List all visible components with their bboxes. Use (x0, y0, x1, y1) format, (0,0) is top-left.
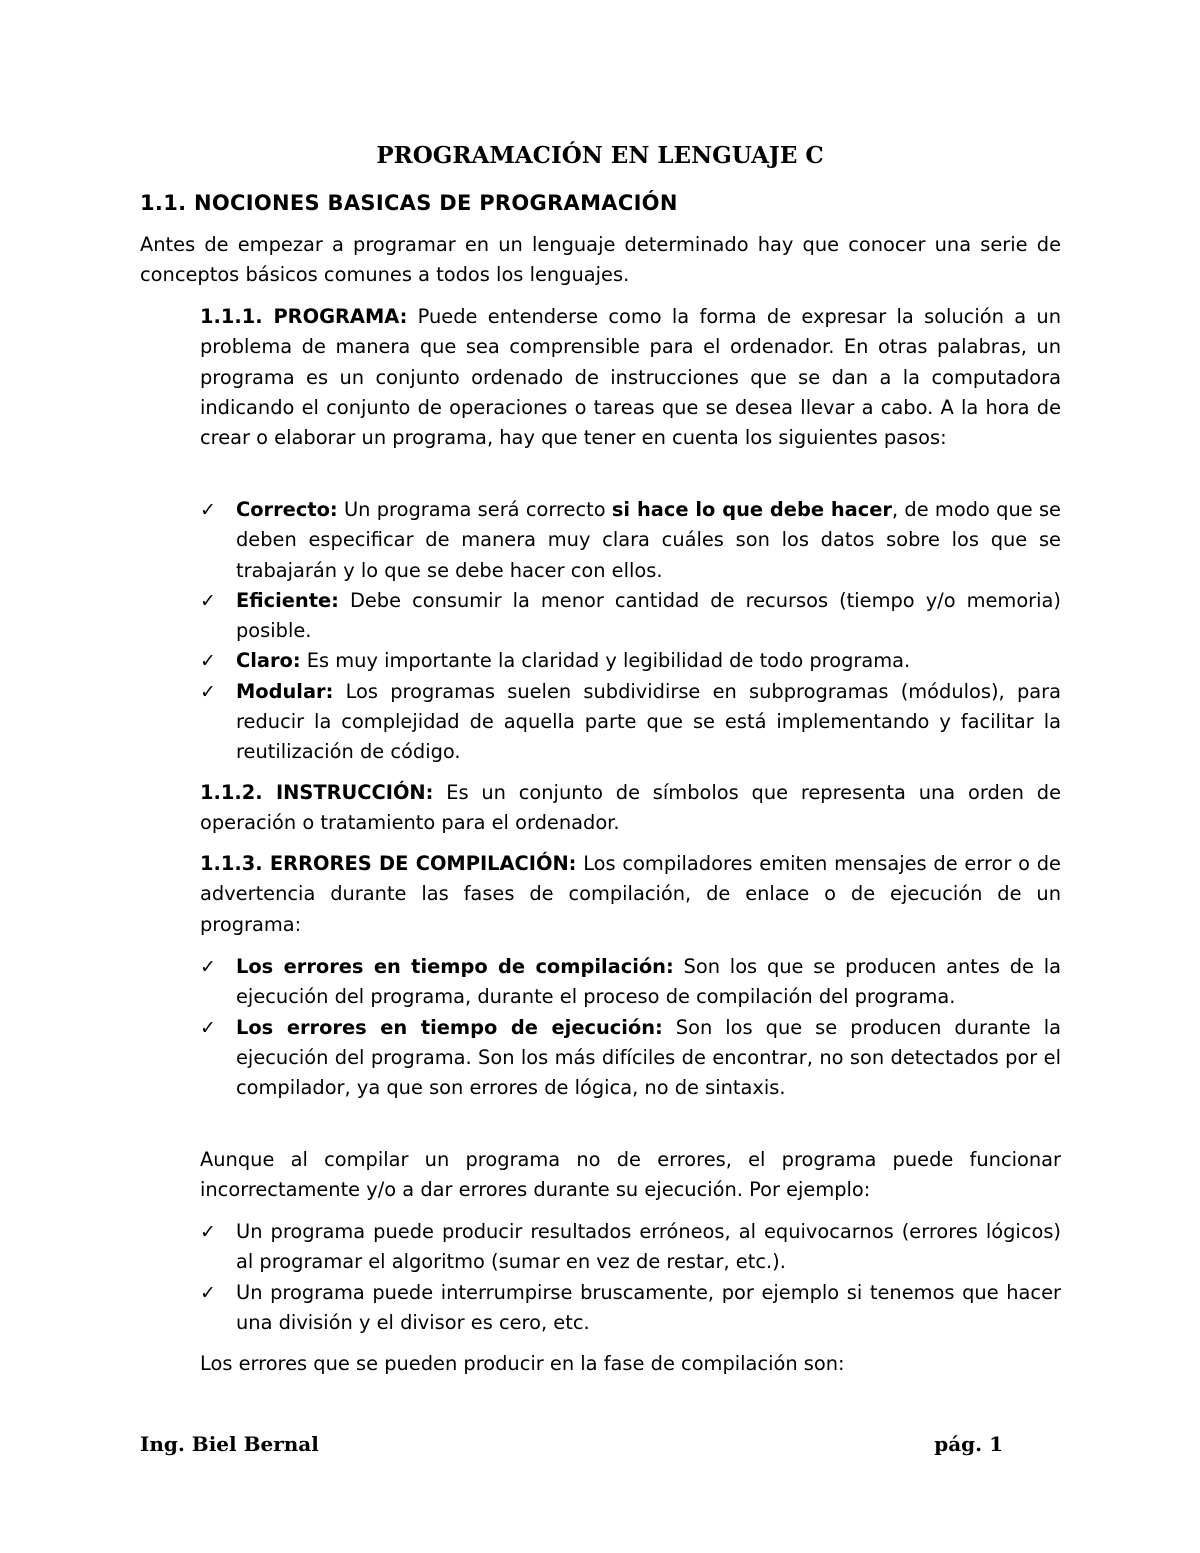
list-item: ✓ Eficiente: Debe consumir la menor cantidad de recursos (tiempo y/o memoria) posible. (200, 586, 1061, 647)
errores-explanation: Aunque al compilar un programa no de errores, el programa puede funcionar incorrectamente y/o a dar errores durante su ejecución. Por ejemplo: (200, 1148, 1061, 1202)
check-icon: ✓ (200, 680, 216, 703)
errores-closing: Los errores que se pueden producir en la fase de compilación son: (200, 1352, 845, 1375)
instruccion-paragraph: 1.1.2. INSTRUCCIÓN: Es un conjunto de símbolos que representa una orden de operación o tratamiento para el ordenador. (200, 781, 1062, 835)
list-item: ✓ Correcto: Un programa será correcto si hace lo que debe hacer, de modo que se deben especificar de manera muy clara cuáles son los datos sobre los que se trabajarán y lo que se debe hacer con ellos. (200, 495, 1061, 586)
check-icon: ✓ (200, 499, 216, 521)
section-heading: 1.1. NOCIONES BASICAS DE PROGRAMACIÓN (140, 191, 678, 215)
document-title: PROGRAMACIÓN EN LENGUAJE C (376, 142, 824, 169)
list-item: ✓ Claro: Es muy importante la claridad y legibilidad de todo programa. (200, 646, 1061, 676)
errores-label: 1.1.3. ERRORES DE COMPILACIÓN: (200, 852, 577, 875)
check-icon: ✓ (200, 956, 216, 978)
instruccion-label: 1.1.2. INSTRUCCIÓN: (200, 781, 434, 804)
errores-examples-list (200, 1217, 1061, 1338)
list-item: ✓ Los errores en tiempo de ejecución: Son los que se producen durante la ejecución del programa. Son los más difíciles de encontrar, no son detectados por el compilador, ya que son errores de lógica, no de sintaxis. (200, 1013, 1061, 1104)
list-item: ✓ Un programa puede interrumpirse bruscamente, por ejemplo si tenemos que hacer una división y el divisor es cero, etc. (200, 1278, 1061, 1339)
programa-text: Puede entenderse como la forma de expresar la solución a un problema de manera que sea comprensible para el ordenador. En otras palabras, un programa es un conjunto ordenado de instrucciones que se dan a la computadora indicando el conjunto de operaciones o tareas que se desea llevar a cabo. A la hora de crear o elaborar un programa, hay que tener en cuenta los siguientes pasos: (200, 305, 1061, 450)
programa-steps-list (200, 495, 1061, 768)
intro-paragraph: Antes de empezar a programar en un lenguaje determinado hay que conocer una serie de conceptos básicos comunes a todos los lenguajes. (140, 233, 1061, 287)
check-icon: ✓ (200, 1016, 216, 1039)
errores-types-list (200, 952, 1061, 1103)
check-icon: ✓ (200, 1281, 216, 1304)
check-icon: ✓ (200, 650, 216, 673)
list-item: ✓ Modular: Los programas suelen subdividirse en subprogramas (módulos), para reducir la complejidad de aquella parte que se está implementando y facilitar la reutilización de código. (200, 677, 1061, 768)
errores-paragraph: 1.1.3. ERRORES DE COMPILACIÓN: Los compiladores emiten mensajes de error o de advertencia durante las fases de compilación, de enlace o de ejecución de un programa: (200, 852, 1061, 936)
list-item: ✓ Un programa puede producir resultados erróneos, al equivocarnos (errores lógicos) al programar el algoritmo (sumar en vez de restar, etc.). (200, 1217, 1061, 1278)
check-icon: ✓ (200, 1221, 216, 1243)
list-item: ✓ Los errores en tiempo de compilación: Son los que se producen antes de la ejecución del programa, durante el proceso de compilación del programa. (200, 952, 1061, 1013)
check-icon: ✓ (200, 589, 216, 612)
programa-paragraph (200, 302, 1061, 453)
footer-author: Ing. Biel Bernal (140, 1432, 319, 1456)
programa-label: 1.1.1. PROGRAMA: (200, 305, 408, 328)
footer-page-number: pág. 1 (934, 1432, 1003, 1456)
